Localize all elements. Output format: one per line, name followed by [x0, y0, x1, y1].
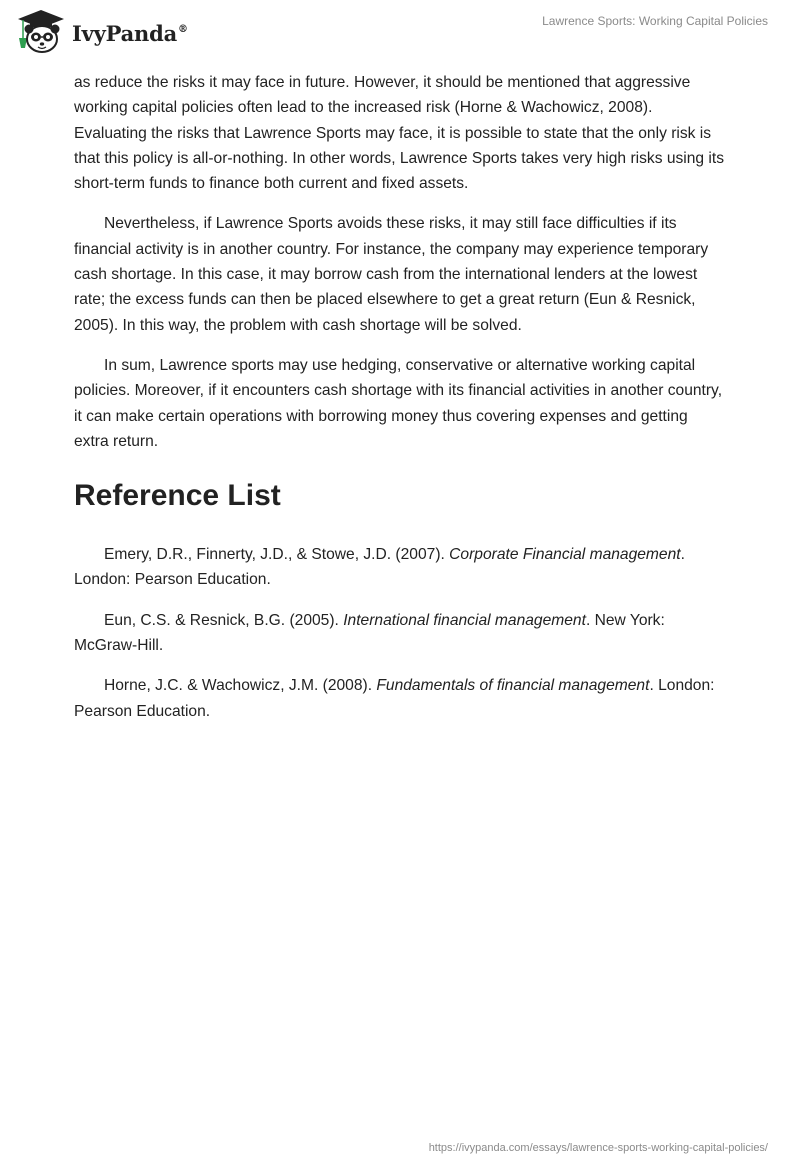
- brand-name: IvyPanda®: [72, 20, 188, 46]
- body-paragraph: Nevertheless, if Lawrence Sports avoids these risks, it may still face difficulties if its financial activity is in another country. For instance, the company may experience temporary cash shortage. In this case, it may borrow cash from the international lenders at the lowest rate; the excess funds can then be placed elsewhere to get a great return (Eun & Resnick, 2005). In this way, the problem with cash shortage will be solved.: [74, 215, 709, 334]
- reference-item: Emery, D.R., Finnerty, J.D., & Stowe, J.D. (2007). Corporate Financial management. London: Pearson Education.: [74, 546, 685, 589]
- reference-title: Fundamentals of financial management: [376, 677, 650, 695]
- essay-content: [74, 70, 726, 739]
- ivypanda-logo[interactable]: [14, 8, 188, 56]
- source-url-link[interactable]: https://ivypanda.com/essays/lawrence-sports-working-capital-policies/: [428, 1142, 768, 1154]
- panda-graduate-icon: [14, 8, 68, 56]
- body-paragraph: as reduce the risks it may face in future. However, it should be mentioned that aggressive working capital policies often lead to the increased risk (Horne & Wachowicz, 2008). Evaluating the risks that Lawrence Sports may face, it is possible to state that the only risk is that this policy is all-or-nothing. In other words, Lawrence Sports takes very high risks using its short-term funds to finance both current and fixed assets.: [74, 74, 725, 193]
- reference-title: International financial management: [343, 611, 586, 629]
- body-paragraph: In sum, Lawrence sports may use hedging, conservative or alternative working capital policies. Moreover, if it encounters cash shortage with its financial activities in another country, it can make certain operations with borrowing money thus covering expenses and getting extra return.: [74, 356, 723, 450]
- reference-item: Horne, J.C. & Wachowicz, J.M. (2008). Fundamentals of financial management. London: Pearson Education.: [74, 677, 715, 720]
- reference-title: Corporate Financial management: [449, 546, 681, 564]
- reference-item: Eun, C.S. & Resnick, B.G. (2005). International financial management. New York: McGraw-Hill.: [74, 611, 665, 655]
- page-header: [0, 0, 800, 70]
- document-title: Lawrence Sports: Working Capital Policies: [542, 14, 768, 28]
- reference-list-heading: Reference List: [74, 479, 281, 513]
